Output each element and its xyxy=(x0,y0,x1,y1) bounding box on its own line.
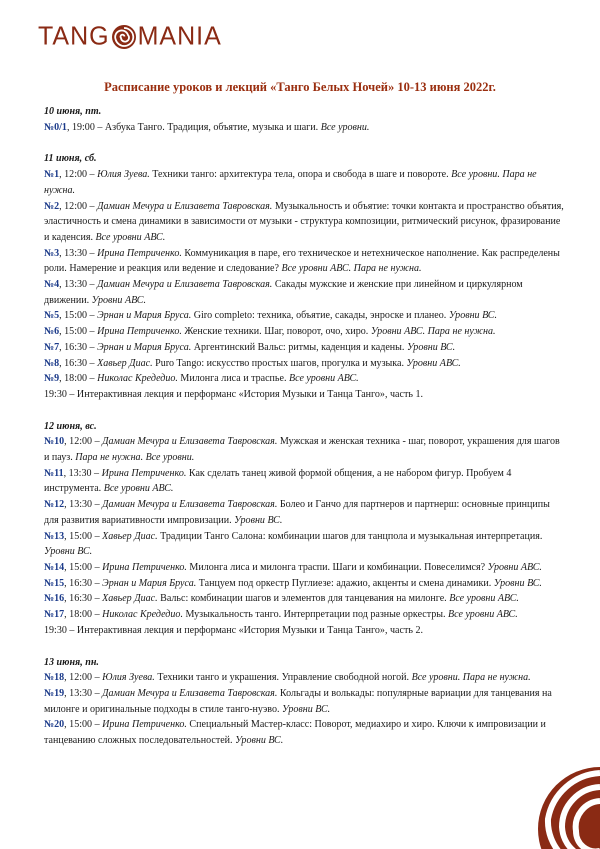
lesson-number: №13 xyxy=(44,530,65,542)
lesson-number: №0/1 xyxy=(44,121,67,133)
lesson-time: , 12:00 – xyxy=(64,672,103,684)
lesson-number: №5 xyxy=(44,310,60,322)
schedule-entry xyxy=(44,324,564,340)
lesson-description: Puro Tango: искусство простых шагов, прогулка и музыка. xyxy=(152,357,407,369)
lesson-teacher: Николас Кредедио. xyxy=(102,609,183,621)
lesson-description: Женские техники. Шаг, поворот, очо, хиро. xyxy=(181,326,371,338)
lesson-teacher: Хавьер Диас. xyxy=(102,530,158,542)
lesson-description: Коммуникация в паре, его техническое и нетехническое наполнение. Как распределены роли. Намерение и реакция или ведение и следование? xyxy=(44,247,560,275)
schedule-entry xyxy=(44,167,564,198)
lesson-teacher: Эрнан и Мария Бруса. xyxy=(102,577,197,589)
schedule-entry xyxy=(44,717,564,748)
schedule-entry xyxy=(44,466,564,497)
lesson-level: Все уровни АВС. xyxy=(449,593,519,605)
schedule-entry xyxy=(44,277,564,308)
lesson-time: 19:30 – Интерактивная лекция и перформанс «История Музыки и Танца Танго», часть 2. xyxy=(44,624,423,636)
lesson-level: Уровни ВС. xyxy=(282,703,331,715)
schedule-entry xyxy=(44,434,564,465)
lesson-description: Кольгады и волькады: популярные вариации для танцевания на милонге и оригинальные подходы в стиле танго-нуэво. xyxy=(44,687,552,715)
lesson-level: Все уровни. xyxy=(320,121,370,133)
day-heading: 13 июня, пн. xyxy=(44,656,99,668)
schedule-entry xyxy=(44,497,564,528)
lesson-time: , 15:00 – xyxy=(64,719,103,731)
lesson-teacher: Эрнан и Мария Бруса. xyxy=(97,310,192,322)
lesson-level: Уровни ВС. xyxy=(406,341,456,353)
lesson-time: , 16:30 – xyxy=(64,577,103,589)
lesson-level: Все уровни АВС. xyxy=(288,373,359,385)
lesson-description: Болео и Ганчо для партнеров и партнерш: основные принципы для развития вариативности импровизации. xyxy=(44,499,550,526)
lesson-level: Все уровни. Пара не нужна. xyxy=(44,169,537,196)
day-heading: 10 июня, пт. xyxy=(44,106,102,117)
schedule-entry xyxy=(44,387,564,403)
lesson-time: , 18:00 – xyxy=(59,373,98,385)
day-heading: 12 июня, вс. xyxy=(44,420,97,432)
schedule-entry xyxy=(44,576,564,592)
lesson-time: , 13:30 – xyxy=(59,279,98,291)
lesson-time: , 13:30 – xyxy=(63,467,102,479)
lesson-number: №18 xyxy=(44,672,65,684)
lesson-time: , 16:30 – xyxy=(59,357,98,369)
spiral-logo-icon xyxy=(111,24,137,50)
lesson-time: , 16:30 – xyxy=(64,593,103,605)
lesson-level: Уровни АВС. xyxy=(91,294,146,306)
lesson-level: Все уровни АВС. xyxy=(95,231,166,243)
lesson-number: №4 xyxy=(44,279,60,291)
lesson-description: Милонга лиса и милонга траспи. Шаги и комбинации. Повеселимся? xyxy=(186,561,488,573)
lesson-time: , 15:00 – xyxy=(64,561,103,573)
lesson-description: Вальс: комбинации шагов и элементов для танцевания на милонге. xyxy=(157,593,450,605)
lesson-time: , 15:00 – xyxy=(59,326,98,338)
lesson-teacher: Николас Кредедио. xyxy=(97,373,178,385)
lesson-number: №20 xyxy=(44,719,65,731)
lesson-description: Танцуем под оркестр Пуглиезе: адажио, акценты и смена динамики. xyxy=(196,577,494,589)
lesson-teacher: Дамиан Мечура и Елизавета Тавровская. xyxy=(102,436,278,448)
lesson-time: , 15:00 – xyxy=(59,310,98,322)
schedule-entry xyxy=(44,623,564,639)
lesson-teacher: Дамиан Мечура и Елизавета Тавровская. xyxy=(97,200,273,212)
lesson-level: Все уровни АВС. Пара не нужна. xyxy=(281,263,422,275)
lesson-number: №2 xyxy=(44,200,60,212)
schedule-day xyxy=(44,655,564,749)
lesson-description: Музыкальность танго. Интерпретации под разные оркестры. xyxy=(182,609,449,621)
schedule-entry xyxy=(44,120,564,136)
lesson-number: №7 xyxy=(44,341,60,353)
schedule-entry xyxy=(44,371,564,387)
lesson-description: Музыкальность и объятие: точки контакта и пространство объятия, эластичность и смена динамики в зависимости от музыки - структура композиции, ритмический рисунок, фразирование и каденсия. xyxy=(44,200,564,243)
lesson-level: Уровни АВС. Пара не нужна. xyxy=(370,326,496,338)
lesson-number: №3 xyxy=(44,247,60,259)
lesson-description: Техники танго и украшения. Управление свободной ногой. xyxy=(154,672,412,684)
schedule-entry xyxy=(44,607,564,623)
lesson-description: Традиции Танго Салона: комбинации шагов для танцпола и музыкальная интерпретация. xyxy=(157,530,543,542)
lesson-time: , 12:00 – xyxy=(59,169,98,181)
lesson-description: Техники танго: архитектура тела, опора и свобода в шаге и повороте. xyxy=(149,169,452,181)
lesson-teacher: Ирина Петриченко. xyxy=(102,561,187,573)
lesson-level: Уровни ВС. xyxy=(235,735,284,747)
lesson-description: Азбука Танго. Традиция, объятие, музыка и шаги. xyxy=(104,121,321,133)
schedule-entry xyxy=(44,591,564,607)
lesson-number: №9 xyxy=(44,373,60,385)
lesson-number: №15 xyxy=(44,577,65,589)
lesson-number: №1 xyxy=(44,169,60,181)
schedule-day xyxy=(44,419,564,639)
lesson-time: , 12:00 – xyxy=(64,436,103,448)
lesson-time: , 13:30 – xyxy=(59,247,98,259)
schedule-entry xyxy=(44,246,564,277)
lesson-number: №14 xyxy=(44,561,65,573)
schedule-day xyxy=(44,151,564,402)
brand-right: MANIA xyxy=(137,21,222,51)
lesson-time: 19:30 – Интерактивная лекция и перформанс «История Музыки и Танца Танго», часть 1. xyxy=(44,388,423,400)
lesson-level: Пара не нужна. Все уровни. xyxy=(75,452,195,464)
lesson-time: , 18:00 – xyxy=(64,609,103,621)
schedule-entry xyxy=(44,670,564,686)
lesson-description: Giro completo: техника, объятие, сакады, энроске и планео. xyxy=(191,310,449,322)
lesson-level: Уровни ВС. xyxy=(448,310,497,322)
lesson-level: Все уровни. Пара не нужна. xyxy=(411,672,531,684)
lesson-number: №17 xyxy=(44,609,65,621)
lesson-number: №6 xyxy=(44,326,60,338)
lesson-level: Все уровни АВС. xyxy=(103,483,174,495)
lesson-teacher: Дамиан Мечура и Елизавета Тавровская. xyxy=(102,687,278,699)
lesson-level: Уровни ВС. xyxy=(234,514,283,526)
lesson-teacher: Ирина Петриченко. xyxy=(102,719,187,731)
lesson-description: Аргентинский Вальс: ритмы, каденция и кадены. xyxy=(191,341,407,353)
lesson-teacher: Эрнан и Мария Бруса. xyxy=(97,341,192,353)
decorative-spiral-icon xyxy=(530,759,600,849)
lesson-description: Милонга лиса и траспье. xyxy=(177,373,289,385)
lesson-description: Специальный Мастер-класс: Поворот, медиахиро и хиро. Ключи к импровизации и танцеванию сложных последовательностей. xyxy=(44,719,546,747)
lesson-description: Как сделать танец живой формой общения, а не набором фигур. Пробуем 4 инструмента. xyxy=(44,467,512,495)
lesson-description: Сакады мужские и женские при линейном и циркулярном движении. xyxy=(44,279,523,306)
lesson-teacher: Ирина Петриченко. xyxy=(97,247,182,259)
lesson-number: №19 xyxy=(44,687,65,699)
schedule-entry xyxy=(44,560,564,576)
schedule-entry xyxy=(44,529,564,560)
brand-left: TANG xyxy=(38,21,110,51)
lesson-level: Уровни АВС. xyxy=(406,357,461,369)
lesson-teacher: Хавьер Диас. xyxy=(102,593,158,605)
lesson-teacher: Дамиан Мечура и Елизавета Тавровская. xyxy=(102,499,278,511)
lesson-number: №12 xyxy=(44,499,65,511)
day-heading: 11 июня, сб. xyxy=(44,153,97,165)
schedule-entry xyxy=(44,356,564,372)
schedule-entry xyxy=(44,308,564,324)
lesson-teacher: Ирина Петриченко. xyxy=(101,467,187,479)
page-title: Расписание уроков и лекций «Танго Белых Ночей» 10-13 июня 2022г. xyxy=(104,80,496,94)
lesson-teacher: Юлия Зуева. xyxy=(102,672,155,684)
lesson-teacher: Юлия Зуева. xyxy=(97,169,150,181)
schedule-entry xyxy=(44,686,564,717)
lesson-time: , 16:30 – xyxy=(59,341,98,353)
lesson-number: №10 xyxy=(44,436,65,448)
lesson-time: , 12:00 – xyxy=(59,200,98,212)
lesson-teacher: Дамиан Мечура и Елизавета Тавровская. xyxy=(97,279,273,291)
lesson-number: №8 xyxy=(44,357,60,369)
brand-logo xyxy=(38,22,222,51)
lesson-level: Уровни ВС. xyxy=(44,546,93,558)
lesson-number: №11 xyxy=(44,467,64,479)
schedule-entry xyxy=(44,199,564,246)
lesson-time: , 19:00 – xyxy=(66,121,105,133)
lesson-level: Все уровни АВС. xyxy=(448,609,518,621)
lesson-time: , 15:00 – xyxy=(64,530,103,542)
lesson-teacher: Хавьер Диас. xyxy=(97,357,153,369)
lesson-time: , 13:30 – xyxy=(64,687,103,699)
schedule-entry xyxy=(44,340,564,356)
lesson-level: Уровни АВС. xyxy=(487,561,542,573)
schedule-day xyxy=(44,104,564,135)
lesson-teacher: Ирина Петриченко. xyxy=(97,326,182,338)
lesson-time: , 13:30 – xyxy=(64,499,103,511)
lesson-description: Мужская и женская техника - шаг, поворот, украшения для шагов и пауз. xyxy=(44,436,560,464)
schedule xyxy=(44,104,564,749)
lesson-level: Уровни ВС. xyxy=(493,577,542,589)
lesson-number: №16 xyxy=(44,593,65,605)
